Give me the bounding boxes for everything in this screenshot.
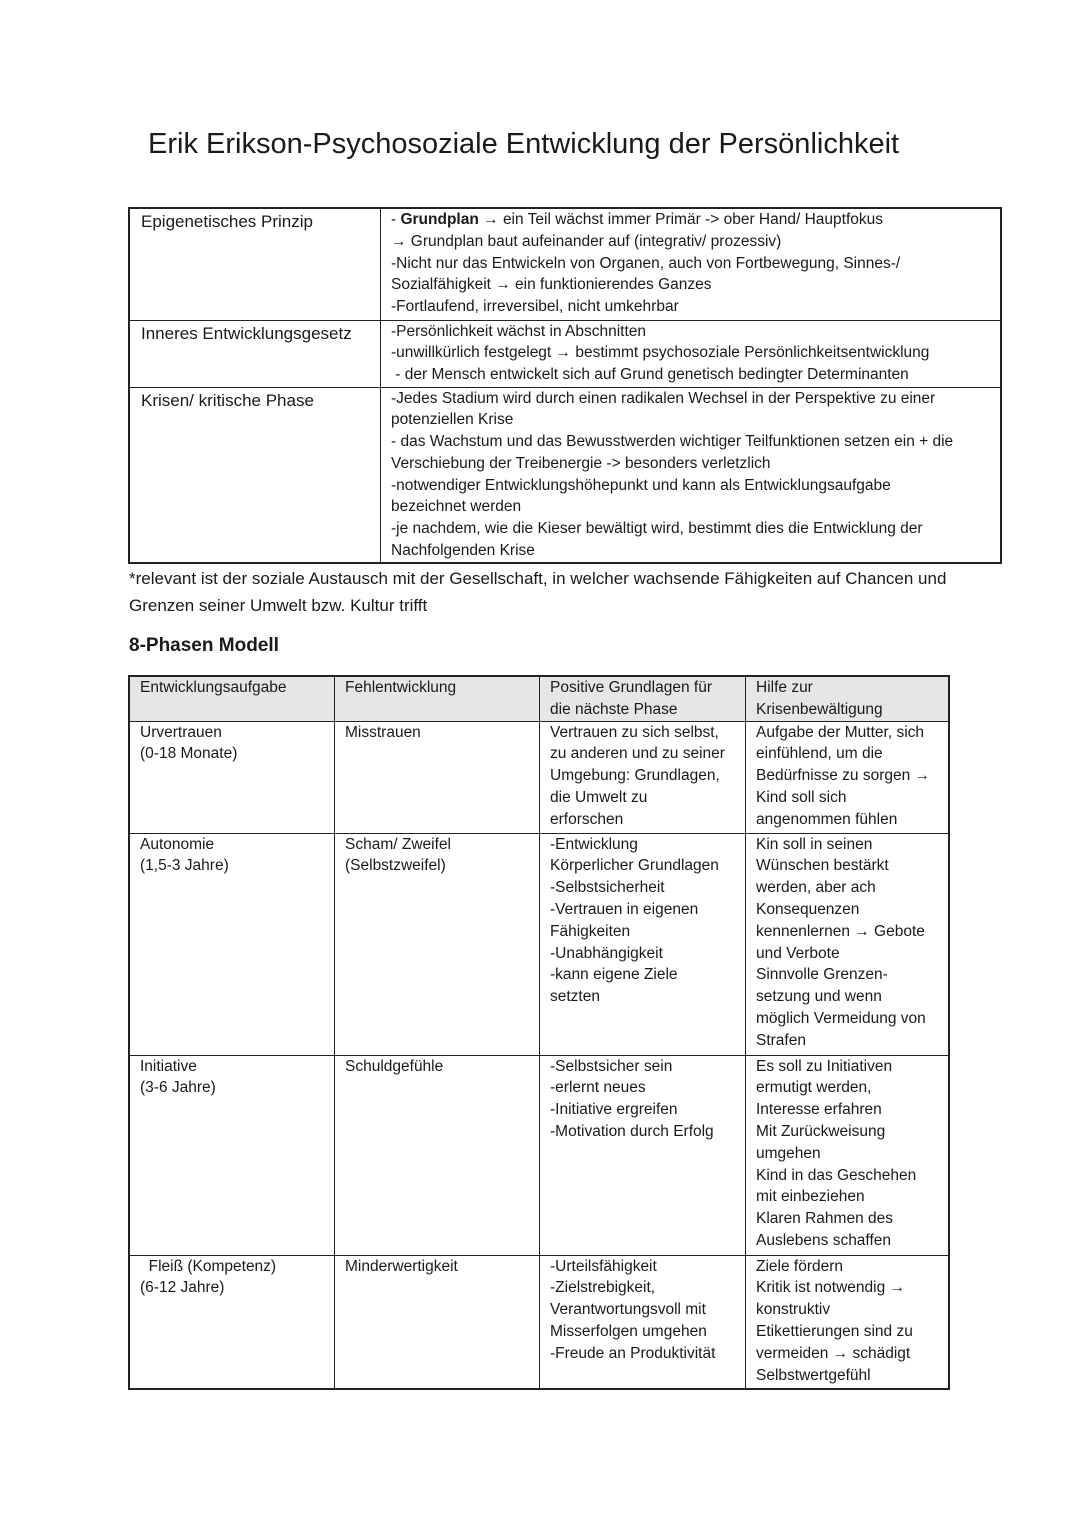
cell-line: (6-12 Jahre): [140, 1279, 225, 1297]
cell-line: -Freude an Produktivität: [550, 1344, 716, 1362]
cell-line: Klaren Rahmen des: [756, 1210, 893, 1228]
cell-line: mit einbeziehen: [756, 1188, 865, 1206]
cell-line: die Umwelt zu: [550, 788, 648, 806]
principle-row: [129, 320, 1001, 387]
cell-line: möglich Vermeidung von: [756, 1009, 926, 1027]
description-line: bezeichnet werden: [391, 498, 522, 516]
cell-line: -Selbstsicherheit: [550, 879, 665, 897]
phase-model-table: [128, 675, 950, 1390]
phase-cell: [335, 721, 540, 833]
note-text: *relevant ist der soziale Austausch mit der Gesellschaft, in welcher wachsende Fähigkeiten auf Chancen und Grenzen seiner Umwelt bzw. Kultur trifft: [129, 569, 947, 615]
phase-cell: [746, 721, 950, 833]
phase-row: [129, 1255, 949, 1389]
cell-line: -erlernt neues: [550, 1079, 646, 1097]
phase-cell: [335, 1255, 540, 1389]
description-line: - der Mensch entwickelt sich auf Grund genetisch bedingter Determinanten: [391, 366, 909, 384]
phase-cell: [335, 1055, 540, 1255]
phase-row: [129, 833, 949, 1055]
cell-line: setzung und wenn: [756, 988, 882, 1006]
description-line: [391, 209, 992, 231]
phase-cell: [540, 1255, 746, 1389]
cell-line: Ziele fördern: [756, 1257, 844, 1275]
principle-description: [381, 208, 1002, 320]
cell-line: (3-6 Jahre): [140, 1079, 216, 1097]
model-header-row: [129, 676, 949, 721]
cell-line: Vertrauen zu sich selbst,: [550, 723, 719, 741]
cell-line: Misstrauen: [345, 723, 421, 741]
cell-line: Autonomie: [140, 835, 215, 853]
cell-line: Es soll zu Initiativen: [756, 1057, 893, 1075]
cell-line: -Selbstsicher sein: [550, 1057, 673, 1075]
cell-line: Interesse erfahren: [756, 1101, 882, 1119]
cell-line: Kind in das Geschehen: [756, 1166, 917, 1184]
cell-line: Auslebens schaffen: [756, 1231, 892, 1249]
cell-line: Mit Zurückweisung: [756, 1122, 886, 1140]
cell-line: Etikettierungen sind zu: [756, 1322, 913, 1340]
column-header: [540, 676, 746, 721]
model-heading: 8-Phasen Modell: [129, 635, 279, 656]
cell-line: -Entwicklung: [550, 835, 638, 853]
cell-line: Umgebung: Grundlagen,: [550, 767, 720, 785]
description-line: -Persönlichkeit wächst in Abschnitten: [391, 322, 647, 340]
cell-line: Fähigkeiten: [550, 922, 631, 940]
phase-cell: [129, 833, 335, 1055]
principle-row: [129, 208, 1001, 320]
description-line: Verschiebung der Treibenergie -> besonders verletzlich: [391, 454, 771, 472]
cell-line: Misserfolgen umgehen: [550, 1322, 707, 1340]
cell-line: Kritik ist notwendig →: [756, 1279, 906, 1297]
header-line: Positive Grundlagen für: [550, 679, 712, 696]
description-line: -Fortlaufend, irreversibel, nicht umkehrbar: [391, 298, 679, 316]
cell-line: (0-18 Monate): [140, 745, 238, 763]
phase-cell: [540, 833, 746, 1055]
cell-line: setzten: [550, 988, 600, 1006]
cell-line: Urvertrauen: [140, 723, 222, 741]
cell-line: Strafen: [756, 1031, 806, 1049]
cell-line: konstruktiv: [756, 1301, 831, 1319]
cell-line: Fleiß (Kompetenz): [140, 1257, 277, 1275]
cell-line: -Vertrauen in eigenen: [550, 900, 699, 918]
phase-row: [129, 1055, 949, 1255]
principle-term: Krisen/ kritische Phase: [129, 387, 381, 563]
cell-line: Konsequenzen: [756, 900, 860, 918]
column-header: [746, 676, 950, 721]
cell-line: Bedürfnisse zu sorgen →: [756, 767, 931, 785]
phase-cell: [129, 721, 335, 833]
header-line: Entwicklungsaufgabe: [140, 679, 287, 696]
cell-line: Minderwertigkeit: [345, 1257, 458, 1275]
cell-line: und Verbote: [756, 944, 840, 962]
cell-line: Schuldgefühle: [345, 1057, 444, 1075]
cell-line: Selbstwertgefühl: [756, 1366, 871, 1384]
cell-line: Körperlicher Grundlagen: [550, 857, 719, 875]
phase-cell: [540, 721, 746, 833]
cell-line: Sinnvolle Grenzen-: [756, 966, 888, 984]
phase-cell: [129, 1255, 335, 1389]
cell-line: -Zielstrebigkeit,: [550, 1279, 656, 1297]
principle-description: [381, 387, 1002, 563]
cell-line: -Initiative ergreifen: [550, 1101, 678, 1119]
phase-cell: [540, 1055, 746, 1255]
cell-line: -kann eigene Ziele: [550, 966, 678, 984]
cell-line: erforschen: [550, 810, 624, 828]
phase-cell: [335, 833, 540, 1055]
principles-table: [128, 207, 1002, 564]
description-line: potenziellen Krise: [391, 411, 514, 429]
cell-line: werden, aber ach: [756, 879, 876, 897]
cell-line: -Urteilsfähigkeit: [550, 1257, 657, 1275]
principle-description: [381, 320, 1002, 387]
cell-line: Aufgabe der Mutter, sich: [756, 723, 925, 741]
phase-row: [129, 721, 949, 833]
principle-row: [129, 387, 1001, 563]
cell-line: einfühlend, um die: [756, 745, 883, 763]
column-header: [129, 676, 335, 721]
principle-term: Epigenetisches Prinzip: [129, 208, 381, 320]
phase-cell: [746, 1055, 950, 1255]
cell-line: Wünschen bestärkt: [756, 857, 889, 875]
cell-line: Kin soll in seinen: [756, 835, 873, 853]
page-title: Erik Erikson-Psychosoziale Entwicklung der Persönlichkeit: [148, 128, 900, 160]
phase-cell: [129, 1055, 335, 1255]
description-line: -Nicht nur das Entwickeln von Organen, auch von Fortbewegung, Sinnes-/: [391, 254, 901, 272]
cell-line: zu anderen und zu seiner: [550, 745, 725, 763]
description-line: Nachfolgenden Krise: [391, 542, 535, 560]
description-line: - das Wachstum und das Bewusstwerden wichtiger Teilfunktionen setzen ein + die: [391, 433, 954, 451]
cell-line: (1,5-3 Jahre): [140, 857, 229, 875]
line-prefix: -: [391, 211, 401, 228]
description-line: -unwillkürlich festgelegt → bestimmt psychosoziale Persönlichkeitsentwicklung: [391, 344, 930, 362]
header-line: Krisenbewältigung: [756, 700, 883, 718]
cell-line: kennenlernen → Gebote: [756, 922, 925, 940]
phase-cell: [746, 833, 950, 1055]
cell-line: umgehen: [756, 1144, 821, 1162]
cell-line: -Unabhängigkeit: [550, 944, 663, 962]
description-line: → Grundplan baut aufeinander auf (integrativ/ prozessiv): [391, 232, 782, 250]
description-line: -notwendiger Entwicklungshöhepunkt und kann als Entwicklungsaufgabe: [391, 476, 891, 494]
cell-line: Scham/ Zweifel: [345, 835, 451, 853]
cell-line: Kind soll sich: [756, 788, 847, 806]
cell-line: (Selbstzweifel): [345, 857, 446, 875]
bold-term: Grundplan: [400, 211, 479, 228]
principle-term: Inneres Entwicklungsgesetz: [129, 320, 381, 387]
cell-line: vermeiden → schädigt: [756, 1344, 911, 1362]
description-line: -Jedes Stadium wird durch einen radikalen Wechsel in der Perspektive zu einer: [391, 389, 936, 407]
description-line: -je nachdem, wie die Kieser bewältigt wird, bestimmt dies die Entwicklung der: [391, 520, 923, 538]
cell-line: angenommen fühlen: [756, 810, 898, 828]
cell-line: Initiative: [140, 1057, 197, 1075]
column-header: [335, 676, 540, 721]
phase-cell: [746, 1255, 950, 1389]
cell-line: ermutigt werden,: [756, 1079, 872, 1097]
header-line: Hilfe zur: [756, 679, 813, 696]
description-line: Sozialfähigkeit → ein funktionierendes Ganzes: [391, 276, 712, 294]
cell-line: Verantwortungsvoll mit: [550, 1301, 706, 1319]
cell-line: -Motivation durch Erfolg: [550, 1122, 714, 1140]
header-line: Fehlentwicklung: [345, 679, 457, 696]
line-text: → ein Teil wächst immer Primär -> ober Hand/ Hauptfokus: [478, 211, 883, 228]
header-line: die nächste Phase: [550, 700, 678, 718]
